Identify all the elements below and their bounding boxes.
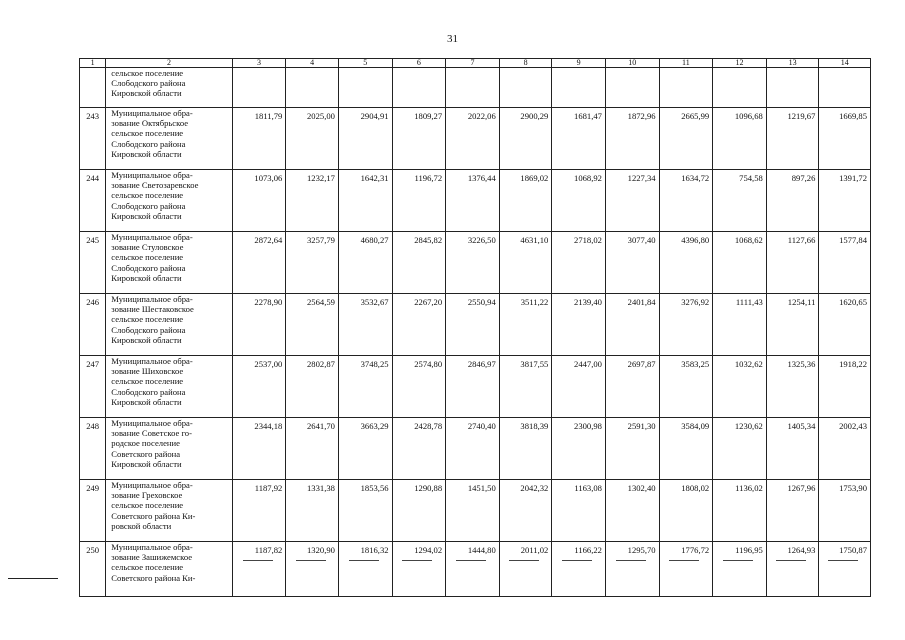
value-cell: 1166,22 [552, 542, 606, 597]
value-cell: 1811,79 [232, 108, 286, 170]
underline-mark [509, 560, 539, 561]
row-number: 247 [80, 356, 106, 418]
value-cell [819, 68, 871, 108]
value-cell: 2697,87 [605, 356, 659, 418]
column-header: 13 [766, 59, 819, 68]
underline-mark [456, 560, 486, 561]
table-row [80, 294, 871, 356]
value-cell: 3532,67 [338, 294, 392, 356]
row-number [80, 68, 106, 108]
column-header: 7 [446, 59, 500, 68]
value-cell: 1391,72 [819, 170, 871, 232]
value-cell: 4396,80 [659, 232, 713, 294]
column-header: 2 [106, 59, 232, 68]
value-cell: 1869,02 [499, 170, 552, 232]
value-cell: 1681,47 [552, 108, 606, 170]
table-row [80, 68, 871, 108]
value-cell [713, 68, 767, 108]
column-header: 11 [659, 59, 713, 68]
value-cell: 1325,36 [766, 356, 819, 418]
row-number: 249 [80, 480, 106, 542]
value-cell: 2300,98 [552, 418, 606, 480]
value-cell: 2718,02 [552, 232, 606, 294]
table-row [80, 480, 871, 542]
value-cell: 1136,02 [713, 480, 767, 542]
value-cell: 2042,32 [499, 480, 552, 542]
value-cell: 3257,79 [286, 232, 339, 294]
table-row [80, 108, 871, 170]
value-cell: 2537,00 [232, 356, 286, 418]
value-cell: 1444,80 [446, 542, 500, 597]
value-cell: 3583,25 [659, 356, 713, 418]
value-cell: 1096,68 [713, 108, 767, 170]
value-cell: 2401,84 [605, 294, 659, 356]
value-cell: 1776,72 [659, 542, 713, 597]
value-cell [392, 68, 446, 108]
value-cell: 2428,78 [392, 418, 446, 480]
value-cell: 3511,22 [499, 294, 552, 356]
value-cell [338, 68, 392, 108]
value-cell: 2002,43 [819, 418, 871, 480]
underline-mark [296, 560, 326, 561]
data-table [79, 58, 871, 597]
value-cell: 1267,96 [766, 480, 819, 542]
value-cell: 2550,94 [446, 294, 500, 356]
value-cell: 2904,91 [338, 108, 392, 170]
value-cell [659, 68, 713, 108]
table-row [80, 418, 871, 480]
column-header: 3 [232, 59, 286, 68]
municipality-name: сельское поселение Слободского района Кировской области [106, 68, 232, 108]
value-cell: 4631,10 [499, 232, 552, 294]
underline-mark [828, 560, 858, 561]
table-row [80, 170, 871, 232]
value-cell: 1073,06 [232, 170, 286, 232]
value-cell: 1196,95 [713, 542, 767, 597]
underline-mark [402, 560, 432, 561]
value-cell: 3817,55 [499, 356, 552, 418]
underline-mark [616, 560, 646, 561]
row-number: 248 [80, 418, 106, 480]
value-cell: 1376,44 [446, 170, 500, 232]
value-cell: 1808,02 [659, 480, 713, 542]
value-cell [766, 68, 819, 108]
underline-mark [776, 560, 806, 561]
value-cell: 2011,02 [499, 542, 552, 597]
value-cell: 1068,92 [552, 170, 606, 232]
value-cell: 1816,32 [338, 542, 392, 597]
value-cell: 2574,80 [392, 356, 446, 418]
value-cell: 3748,25 [338, 356, 392, 418]
municipality-name: Муниципальное обра- зование Шестаковское сельское поселение Слободского района Кировской области [106, 294, 232, 356]
value-cell: 2872,64 [232, 232, 286, 294]
column-header: 5 [338, 59, 392, 68]
column-header: 8 [499, 59, 552, 68]
municipality-name: Муниципальное обра- зование Советское го- родское поселение Советского района Кировской области [106, 418, 232, 480]
value-cell: 3584,09 [659, 418, 713, 480]
row-number: 250 [80, 542, 106, 597]
value-cell: 1451,50 [446, 480, 500, 542]
row-number: 243 [80, 108, 106, 170]
underline-mark [723, 560, 753, 561]
value-cell: 2665,99 [659, 108, 713, 170]
value-cell: 1642,31 [338, 170, 392, 232]
value-cell: 1232,17 [286, 170, 339, 232]
value-cell: 2740,40 [446, 418, 500, 480]
value-cell: 1264,93 [766, 542, 819, 597]
value-cell: 1187,82 [232, 542, 286, 597]
table-row [80, 542, 871, 597]
value-cell: 1750,87 [819, 542, 871, 597]
value-cell: 1294,02 [392, 542, 446, 597]
value-cell: 1577,84 [819, 232, 871, 294]
value-cell: 2139,40 [552, 294, 606, 356]
municipality-name: Муниципальное обра- зование Зашижемское сельское поселение Советского района Ки- [106, 542, 232, 597]
value-cell [552, 68, 606, 108]
value-cell: 2641,70 [286, 418, 339, 480]
value-cell: 4680,27 [338, 232, 392, 294]
value-cell: 2846,97 [446, 356, 500, 418]
value-cell [499, 68, 552, 108]
margin-mark [8, 578, 58, 579]
value-cell: 3077,40 [605, 232, 659, 294]
municipality-name: Муниципальное обра- зование Греховское сельское поселение Советского района Ки- ровской области [106, 480, 232, 542]
value-cell: 1302,40 [605, 480, 659, 542]
value-cell [446, 68, 500, 108]
row-number: 246 [80, 294, 106, 356]
value-cell: 1196,72 [392, 170, 446, 232]
value-cell: 2447,00 [552, 356, 606, 418]
municipality-name: Муниципальное обра- зование Октябрьское сельское поселение Слободского района Кировской области [106, 108, 232, 170]
page-number: 31 [447, 33, 458, 45]
underline-mark [349, 560, 379, 561]
value-cell: 2591,30 [605, 418, 659, 480]
row-number: 244 [80, 170, 106, 232]
value-cell: 1032,62 [713, 356, 767, 418]
column-header: 14 [819, 59, 871, 68]
column-header: 6 [392, 59, 446, 68]
table-body [80, 68, 871, 597]
value-cell: 1219,67 [766, 108, 819, 170]
value-cell: 2900,29 [499, 108, 552, 170]
value-cell: 1872,96 [605, 108, 659, 170]
underline-mark [669, 560, 699, 561]
value-cell: 1669,85 [819, 108, 871, 170]
column-header: 4 [286, 59, 339, 68]
column-header: 10 [605, 59, 659, 68]
value-cell: 2022,06 [446, 108, 500, 170]
value-cell: 2564,59 [286, 294, 339, 356]
value-cell: 1163,08 [552, 480, 606, 542]
value-cell: 1254,11 [766, 294, 819, 356]
value-cell: 1295,70 [605, 542, 659, 597]
value-cell [605, 68, 659, 108]
column-header: 12 [713, 59, 767, 68]
underline-mark [562, 560, 592, 561]
value-cell: 1331,38 [286, 480, 339, 542]
value-cell: 2845,82 [392, 232, 446, 294]
value-cell: 1111,43 [713, 294, 767, 356]
value-cell: 1227,34 [605, 170, 659, 232]
value-cell: 2025,00 [286, 108, 339, 170]
value-cell: 2267,20 [392, 294, 446, 356]
underline-mark [243, 560, 273, 561]
value-cell: 1405,34 [766, 418, 819, 480]
value-cell: 3226,50 [446, 232, 500, 294]
value-cell: 897,26 [766, 170, 819, 232]
value-cell: 1230,62 [713, 418, 767, 480]
table-row [80, 356, 871, 418]
value-cell: 1068,62 [713, 232, 767, 294]
value-cell: 1320,90 [286, 542, 339, 597]
value-cell: 3276,92 [659, 294, 713, 356]
row-number: 245 [80, 232, 106, 294]
value-cell: 1809,27 [392, 108, 446, 170]
value-cell [286, 68, 339, 108]
value-cell: 2344,18 [232, 418, 286, 480]
header-row [80, 59, 871, 68]
column-header: 9 [552, 59, 606, 68]
municipality-name: Муниципальное обра- зование Стуловское сельское поселение Слободского района Кировской области [106, 232, 232, 294]
value-cell: 1853,56 [338, 480, 392, 542]
value-cell: 2278,90 [232, 294, 286, 356]
value-cell: 1620,65 [819, 294, 871, 356]
column-header: 1 [80, 59, 106, 68]
value-cell: 1187,92 [232, 480, 286, 542]
municipality-name: Муниципальное обра- зование Светозаревское сельское поселение Слободского района Кировской области [106, 170, 232, 232]
value-cell: 3818,39 [499, 418, 552, 480]
value-cell: 1127,66 [766, 232, 819, 294]
value-cell: 1753,90 [819, 480, 871, 542]
value-cell: 1290,88 [392, 480, 446, 542]
value-cell [232, 68, 286, 108]
value-cell: 3663,29 [338, 418, 392, 480]
value-cell: 1918,22 [819, 356, 871, 418]
table-row [80, 232, 871, 294]
value-cell: 1634,72 [659, 170, 713, 232]
value-cell: 2802,87 [286, 356, 339, 418]
value-cell: 754,58 [713, 170, 767, 232]
municipality-name: Муниципальное обра- зование Шиховское сельское поселение Слободского района Кировской области [106, 356, 232, 418]
